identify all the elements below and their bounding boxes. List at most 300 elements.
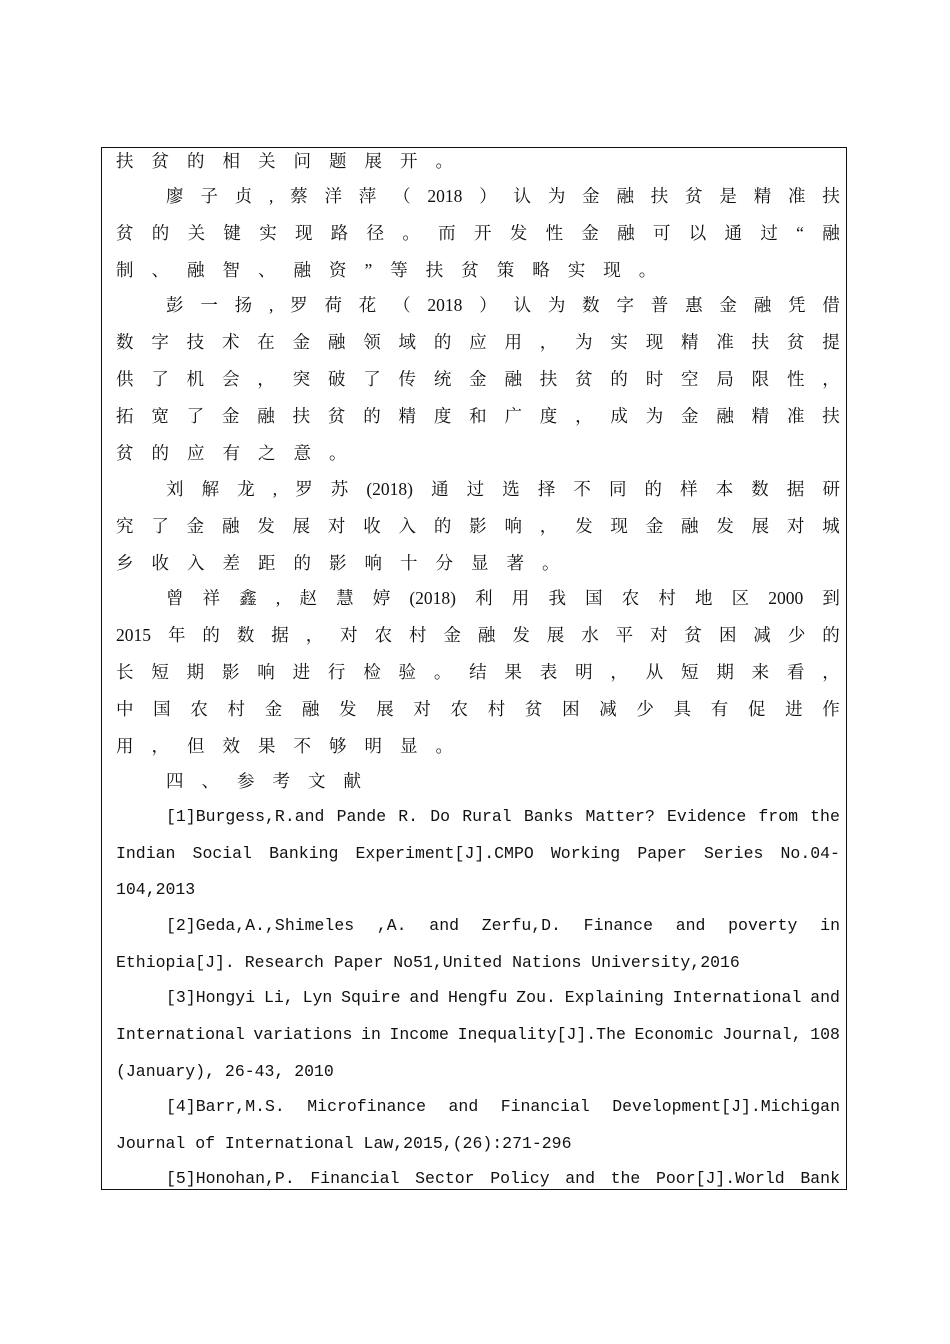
text-token: 贞: [234, 186, 253, 206]
text-token: 了: [151, 369, 169, 389]
text-token: 贫: [116, 443, 134, 463]
text-token: 差: [222, 553, 240, 573]
text-token: in: [820, 916, 840, 935]
text-token: 城: [822, 516, 840, 536]
text-token: 样: [680, 479, 698, 499]
text-token: 罗: [290, 295, 308, 315]
text-token: 贫: [116, 223, 134, 243]
text-token: 农: [374, 625, 393, 645]
text-token: 展: [751, 516, 770, 536]
text-token: 智: [222, 260, 240, 280]
text-token: 贫: [327, 406, 346, 426]
reference-line: [116, 876, 840, 904]
text-token: 。: [435, 736, 453, 756]
text-token: 通: [724, 223, 743, 243]
text-token: 度: [539, 406, 558, 426]
text-token: 影: [221, 662, 240, 682]
text-token: 金: [581, 223, 599, 243]
text-token: 扶: [650, 186, 669, 206]
body-text-line: [166, 182, 840, 210]
text-token: and: [429, 916, 460, 935]
text-token: 水: [581, 625, 599, 645]
text-token: 融: [616, 186, 634, 206]
text-token: 精: [398, 406, 416, 426]
text-token: 贫: [575, 369, 593, 389]
text-token: 现: [610, 516, 628, 536]
text-token: 108: [810, 1025, 840, 1044]
text-token: 国: [153, 699, 171, 719]
text-token: ”: [364, 260, 373, 280]
text-token: 行: [327, 662, 346, 682]
text-token: Development[J].Michigan: [612, 1097, 840, 1116]
text-token: 。: [542, 553, 560, 573]
text-token: 融: [327, 332, 346, 352]
text-token: 子: [200, 186, 218, 206]
text-token: 入: [398, 516, 416, 536]
text-token: 制: [116, 260, 134, 280]
text-token: 资: [329, 260, 347, 280]
text-token: 检: [363, 662, 381, 682]
text-token: 扶: [751, 332, 770, 352]
text-token: ,: [268, 295, 274, 315]
text-token: 金: [645, 516, 664, 536]
text-token: 我: [548, 588, 566, 608]
line-text: Ethiopia[J]. Research Paper No51,United Nations University,2016: [116, 953, 740, 972]
text-token: 慧: [336, 588, 354, 608]
text-token: 金: [221, 406, 240, 426]
text-token: ，: [257, 369, 275, 389]
text-token: 融: [822, 223, 840, 243]
body-text-line: [116, 256, 840, 284]
text-token: 进: [785, 699, 803, 719]
text-token: 、: [151, 260, 169, 280]
text-token: 的: [187, 151, 205, 171]
text-token: ,: [275, 588, 281, 608]
text-token: 廖: [166, 186, 184, 206]
text-token: ，: [822, 369, 840, 389]
text-token: 准: [788, 186, 806, 206]
text-token: 扶: [292, 406, 311, 426]
text-token: 长: [116, 662, 134, 682]
text-token: 机: [186, 369, 205, 389]
text-token: 。: [638, 260, 657, 280]
text-token: Working: [550, 844, 621, 863]
text-token: 展: [546, 625, 565, 645]
reference-line: [116, 1130, 840, 1158]
text-token: 有: [222, 443, 240, 463]
text-token: 开: [473, 223, 492, 243]
text-token: ，: [151, 736, 169, 756]
text-token: International: [116, 1025, 245, 1044]
body-text-line: [116, 732, 840, 760]
text-token: and: [810, 988, 840, 1007]
body-text-line: [166, 584, 840, 612]
text-token: 不: [573, 479, 591, 499]
text-token: 龙: [237, 479, 255, 499]
text-token: Financial: [310, 1169, 400, 1188]
text-token: Experiment[J].CMPO: [355, 844, 534, 863]
text-token: (2018): [409, 588, 457, 608]
text-token: “: [796, 223, 804, 243]
text-token: 地: [695, 588, 713, 608]
text-token: 农: [190, 699, 208, 719]
text-token: 融: [681, 516, 699, 536]
text-token: 了: [151, 516, 169, 536]
text-token: 和: [469, 406, 487, 426]
text-token: 收: [151, 553, 169, 573]
text-token: 荷: [324, 295, 342, 315]
text-token: 金: [292, 332, 311, 352]
text-token: 度: [433, 406, 452, 426]
text-token: 表: [539, 662, 558, 682]
text-token: and: [409, 988, 440, 1007]
text-token: 融: [753, 295, 772, 315]
text-token: 融: [293, 260, 311, 280]
body-text-line: [116, 658, 840, 686]
text-token: Indian: [116, 844, 176, 863]
text-token: 过: [760, 223, 778, 243]
text-token: 贫: [786, 332, 805, 352]
text-token: Sector: [415, 1169, 475, 1188]
text-token: 贫: [461, 260, 479, 280]
text-token: 村: [658, 588, 676, 608]
text-token: 应: [187, 443, 205, 463]
text-token: 农: [450, 699, 469, 719]
text-token: 现: [294, 223, 313, 243]
text-token: 蔡: [290, 186, 308, 206]
text-token: 对: [786, 516, 805, 536]
text-token: 发: [339, 699, 357, 719]
text-token: 四: [166, 771, 184, 791]
text-token: 对: [413, 699, 431, 719]
text-token: [3]Hongyi: [166, 988, 256, 1007]
text-token: 问: [293, 151, 311, 171]
text-token: [5]Honohan,P.: [166, 1169, 295, 1188]
text-token: 广: [504, 406, 522, 426]
text-token: Journal,: [722, 1025, 802, 1044]
text-token: 现: [645, 332, 664, 352]
body-text-line: [166, 291, 840, 319]
text-token: 村: [227, 699, 246, 719]
text-token: 是: [719, 186, 737, 206]
text-token: 研: [822, 479, 840, 499]
text-token: 显: [400, 736, 418, 756]
text-token: 实: [567, 260, 586, 280]
text-token: Do: [430, 807, 451, 826]
text-token: 在: [257, 332, 275, 352]
text-token: Microfinance: [307, 1097, 427, 1116]
text-token: 准: [786, 406, 805, 426]
text-token: 期: [186, 662, 205, 682]
text-token: 数: [116, 332, 134, 352]
text-token: 路: [330, 223, 349, 243]
text-token: in: [361, 1025, 381, 1044]
text-token: 距: [258, 553, 276, 573]
text-token: 精: [753, 186, 772, 206]
text-token: Explaining: [564, 988, 664, 1007]
text-token: 贫: [524, 699, 543, 719]
text-token: 拓: [116, 406, 134, 426]
text-token: [4]Barr,M.S.: [166, 1097, 285, 1116]
text-token: 精: [681, 332, 699, 352]
reference-line: [166, 912, 840, 940]
text-token: 通: [431, 479, 449, 499]
text-token: 的: [433, 332, 452, 352]
text-token: 字: [616, 295, 634, 315]
text-token: 解: [201, 479, 220, 499]
text-token: 融: [301, 699, 320, 719]
text-token: 发: [575, 516, 593, 536]
body-text-line: [116, 439, 840, 467]
text-token: 。: [329, 443, 347, 463]
text-token: Paper: [637, 844, 687, 863]
text-token: 融: [504, 369, 522, 389]
text-token: 了: [363, 369, 381, 389]
reference-line: [116, 949, 840, 977]
text-token: Inequality[J].The: [457, 1025, 626, 1044]
text-token: 的: [610, 369, 628, 389]
text-token: Finance: [583, 916, 653, 935]
text-token: (2018): [366, 479, 413, 499]
text-token: 为: [547, 186, 566, 206]
text-token: 的: [151, 443, 169, 463]
text-token: 用: [504, 332, 522, 352]
text-token: ，: [822, 662, 840, 682]
text-token: 而: [438, 223, 456, 243]
text-token: 扶: [116, 151, 134, 171]
text-token: 参: [237, 771, 255, 791]
text-token: ，: [305, 625, 324, 645]
text-token: 金: [264, 699, 283, 719]
text-token: 对: [650, 625, 668, 645]
text-token: 彭: [166, 295, 184, 315]
text-token: 响: [257, 662, 275, 682]
text-token: 影: [329, 553, 347, 573]
text-token: Series: [703, 844, 764, 863]
text-token: 键: [223, 223, 241, 243]
text-token: 困: [562, 699, 580, 719]
text-token: ，: [539, 332, 558, 352]
body-text-line: [116, 147, 840, 175]
reference-line: [116, 1021, 840, 1049]
text-token: 金: [469, 369, 487, 389]
text-token: 发: [257, 516, 275, 536]
text-token: 术: [221, 332, 240, 352]
body-text-line: [166, 767, 840, 795]
text-token: 赵: [299, 588, 317, 608]
text-token: 融: [257, 406, 275, 426]
body-text-line: [116, 219, 840, 247]
text-token: 扶: [822, 406, 840, 426]
text-token: 展: [364, 151, 382, 171]
text-token: 空: [681, 369, 699, 389]
text-token: 2000: [768, 588, 804, 608]
text-token: 洋: [324, 186, 342, 206]
text-token: ，: [610, 662, 628, 682]
text-token: 相: [222, 151, 240, 171]
body-text-line: [116, 549, 840, 577]
text-token: 。: [433, 662, 452, 682]
text-token: 金: [719, 295, 737, 315]
text-token: 凭: [788, 295, 806, 315]
text-token: 策: [496, 260, 515, 280]
text-token: 农: [621, 588, 640, 608]
text-token: 果: [504, 662, 522, 682]
text-token: 具: [673, 699, 692, 719]
text-token: 考: [272, 771, 290, 791]
text-token: 据: [271, 625, 289, 645]
reference-line: [166, 1165, 840, 1193]
text-token: 祥: [202, 588, 221, 608]
text-token: 来: [751, 662, 770, 682]
text-token: 字: [151, 332, 169, 352]
body-text-line: [116, 365, 840, 393]
text-token: 村: [409, 625, 427, 645]
text-token: 金: [186, 516, 205, 536]
text-token: 时: [645, 369, 664, 389]
text-token: 实: [610, 332, 628, 352]
text-token: 关: [258, 151, 276, 171]
text-token: 融: [617, 223, 635, 243]
text-token: 精: [751, 406, 770, 426]
text-token: 用: [511, 588, 530, 608]
text-token: 结: [469, 662, 487, 682]
text-token: 现: [603, 260, 621, 280]
text-token: Matter?: [585, 807, 655, 826]
text-token: 的: [822, 625, 840, 645]
text-token: 为: [547, 295, 566, 315]
text-token: 十: [400, 553, 418, 573]
text-token: 明: [364, 736, 382, 756]
text-token: 融: [187, 260, 205, 280]
text-token: 可: [652, 223, 671, 243]
text-token: 分: [435, 553, 453, 573]
text-token: 果: [258, 736, 276, 756]
text-token: 性: [786, 369, 805, 389]
text-token: Economic: [634, 1025, 714, 1044]
text-token: and: [448, 1097, 479, 1116]
text-token: 成: [610, 406, 628, 426]
text-token: 准: [716, 332, 734, 352]
text-token: 困: [718, 625, 737, 645]
text-token: the: [810, 807, 840, 826]
text-token: 性: [545, 223, 564, 243]
text-token: 有: [710, 699, 729, 719]
text-token: 中: [116, 699, 134, 719]
text-token: 会: [221, 369, 240, 389]
text-token: 贫: [684, 625, 702, 645]
body-text-line: [116, 328, 840, 356]
text-token: 以: [688, 223, 707, 243]
reference-line: [166, 803, 840, 831]
text-token: 扶: [425, 260, 444, 280]
text-token: Zou.: [516, 988, 556, 1007]
reference-line: [116, 840, 840, 868]
text-token: 融: [221, 516, 240, 536]
text-token: and: [565, 1169, 595, 1188]
text-token: 短: [151, 662, 169, 682]
text-token: 的: [644, 479, 663, 499]
text-token: 为: [575, 332, 593, 352]
text-token: 少: [636, 699, 654, 719]
text-token: 域: [398, 332, 416, 352]
text-token: Hengfu: [448, 988, 508, 1007]
text-token: 促: [747, 699, 766, 719]
text-token: 刘: [166, 479, 184, 499]
body-text-line: [116, 695, 840, 723]
text-token: 应: [469, 332, 487, 352]
text-token: Zerfu,D.: [481, 916, 561, 935]
text-token: 关: [187, 223, 206, 243]
text-token: 发: [716, 516, 734, 536]
text-token: 本: [715, 479, 734, 499]
text-token: poverty: [728, 916, 798, 935]
text-token: 的: [433, 516, 452, 536]
text-token: 效: [222, 736, 240, 756]
text-token: 区: [731, 588, 750, 608]
text-token: 展: [376, 699, 394, 719]
text-token: 发: [512, 625, 530, 645]
text-token: 认: [513, 186, 531, 206]
text-token: 到: [822, 588, 840, 608]
text-token: ，: [539, 516, 558, 536]
text-token: 平: [615, 625, 634, 645]
text-token: 够: [329, 736, 347, 756]
text-token: 金: [582, 186, 600, 206]
text-token: 响: [504, 516, 522, 536]
text-token: 之: [258, 443, 276, 463]
text-token: Policy: [490, 1169, 550, 1188]
text-token: Pande: [336, 807, 387, 826]
text-token: 惠: [685, 295, 703, 315]
line-text: (January), 26-43, 2010: [116, 1062, 334, 1081]
text-token: Li,: [263, 988, 294, 1007]
text-token: 2018: [427, 186, 463, 206]
text-token: 短: [681, 662, 699, 682]
text-token: 乡: [116, 553, 134, 573]
body-text-line: [166, 475, 840, 503]
text-token: ,: [268, 186, 274, 206]
text-token: ,: [272, 479, 278, 499]
text-token: 、: [201, 771, 219, 791]
text-token: 文: [308, 771, 326, 791]
text-token: 供: [116, 369, 134, 389]
text-token: 意: [293, 443, 311, 463]
text-token: 局: [716, 369, 734, 389]
text-token: 从: [645, 662, 664, 682]
text-token: 择: [537, 479, 556, 499]
text-token: variations: [253, 1025, 353, 1044]
text-token: ,A.: [376, 916, 407, 935]
text-token: 领: [363, 332, 381, 352]
text-token: 村: [487, 699, 506, 719]
text-token: 金: [443, 625, 461, 645]
text-token: 明: [575, 662, 593, 682]
text-token: ）: [479, 295, 497, 315]
text-token: 数: [236, 625, 255, 645]
reference-line: [116, 1058, 840, 1086]
text-token: No.04-: [780, 844, 840, 863]
text-token: Lyn: [302, 988, 333, 1007]
text-token: 突: [292, 369, 311, 389]
text-token: 的: [151, 223, 170, 243]
reference-line: [166, 1093, 840, 1121]
text-token: 普: [650, 295, 669, 315]
body-text-line: [116, 402, 840, 430]
line-text: 104,2013: [116, 880, 196, 899]
text-token: 了: [186, 406, 205, 426]
text-token: 作: [822, 699, 840, 719]
